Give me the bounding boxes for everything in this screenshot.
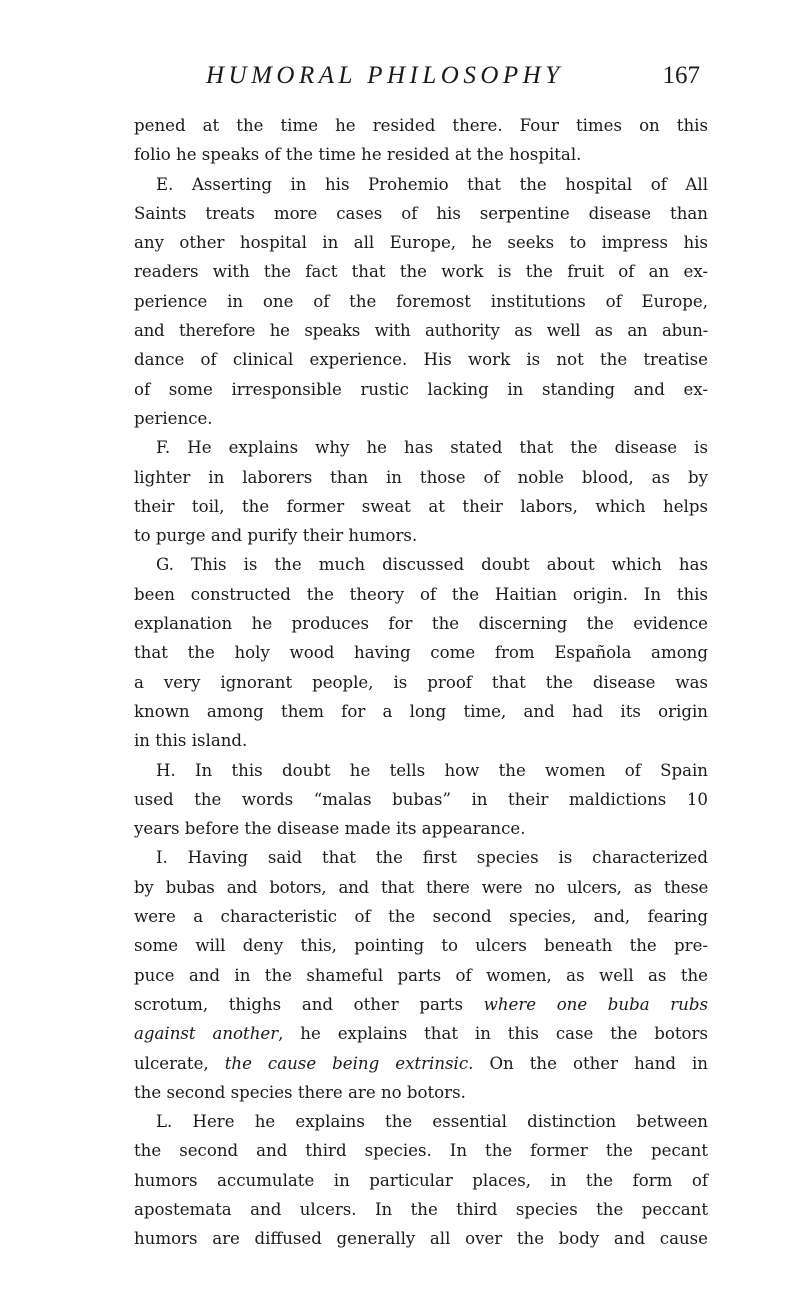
running-title: HUMORAL PHILOSOPHY xyxy=(206,62,564,89)
paragraph-h xyxy=(134,756,708,844)
text-line xyxy=(134,990,708,1019)
text-run: scrotum, thighs and other parts xyxy=(134,994,484,1014)
italic-phrase: against another xyxy=(134,1024,279,1044)
text-run: , he explains that in this case the botors xyxy=(278,1024,708,1044)
text-line: their toil, the former sweat at their labors, which helps xyxy=(134,496,708,516)
text-line: puce and in the shameful parts of women, as well as the xyxy=(134,965,708,985)
text-line: years before the disease made its appearance. xyxy=(134,819,526,839)
text-line: perience in one of the foremost institutions of Europe, xyxy=(134,291,708,311)
text-line: G. This is the much discussed doubt about which has xyxy=(156,555,708,575)
paragraph-g xyxy=(134,550,708,755)
text-line: and therefore he speaks with authority as well as an abun- xyxy=(134,321,708,341)
text-line: been constructed the theory of the Haitian origin. In this xyxy=(134,584,708,604)
text-line: a very ignorant people, is proof that the disease was xyxy=(134,672,708,692)
paragraph-f xyxy=(134,433,708,550)
text-line: used the words “malas bubas” in their maldictions 10 xyxy=(134,789,708,809)
body-text xyxy=(134,111,708,1254)
paragraph-l xyxy=(134,1107,708,1253)
text-line: perience. xyxy=(134,408,213,428)
paragraph-continuation xyxy=(134,111,708,170)
text-line: dance of clinical experience. His work is not the treatise xyxy=(134,350,708,370)
text-line: L. Here he explains the essential distinction between xyxy=(156,1112,708,1132)
text-line: were a characteristic of the second species, and, fearing xyxy=(134,907,708,927)
text-line: any other hospital in all Europe, he seeks to impress his xyxy=(134,233,708,253)
italic-phrase: the cause being extrinsic. xyxy=(224,1053,474,1073)
text-line: I. Having said that the first species is characterized xyxy=(156,848,708,868)
italic-phrase: where one buba rubs xyxy=(483,994,709,1014)
text-line: folio he speaks of the time he resided at the hospital. xyxy=(134,145,582,165)
text-line: by bubas and botors, and that there were no ulcers, as these xyxy=(134,877,708,897)
text-line: of some irresponsible rustic lacking in standing and ex- xyxy=(134,379,708,399)
text-line: some will deny this, pointing to ulcers beneath the pre- xyxy=(134,936,708,956)
paragraph-e xyxy=(134,170,708,434)
text-line: E. Asserting in his Prohemio that the hospital of All xyxy=(156,174,708,194)
text-line: to purge and purify their humors. xyxy=(134,526,418,546)
text-line: readers with the fact that the work is the fruit of an ex- xyxy=(134,262,708,282)
text-line: pened at the time he resided there. Four times on this xyxy=(134,116,708,135)
page-header xyxy=(132,62,700,102)
text-line: Saints treats more cases of his serpentine disease than xyxy=(134,203,708,223)
text-line: known among them for a long time, and had its origin xyxy=(134,701,708,721)
text-line: F. He explains why he has stated that the disease is xyxy=(156,438,708,458)
page-number: 167 xyxy=(662,62,700,89)
text-line: lighter in laborers than in those of noble blood, as by xyxy=(134,467,708,487)
text-line: humors accumulate in particular places, in the form of xyxy=(134,1170,708,1190)
text-run: On the other hand in xyxy=(473,1053,708,1073)
paragraph-i xyxy=(134,843,708,1107)
text-run: ulcerate, xyxy=(134,1053,225,1073)
text-line: that the holy wood having come from Española among xyxy=(134,643,708,663)
text-line: explanation he produces for the discerning the evidence xyxy=(134,614,708,634)
text-line: apostemata and ulcers. In the third species the peccant xyxy=(134,1199,708,1219)
text-line xyxy=(134,1049,708,1078)
text-line: H. In this doubt he tells how the women of Spain xyxy=(156,760,708,780)
text-line: in this island. xyxy=(134,731,248,751)
text-line: the second species there are no botors. xyxy=(134,1082,466,1102)
text-line xyxy=(134,1019,708,1048)
text-line: humors are diffused generally all over the body and cause xyxy=(134,1229,708,1249)
text-line: the second and third species. In the former the pecant xyxy=(134,1141,708,1161)
